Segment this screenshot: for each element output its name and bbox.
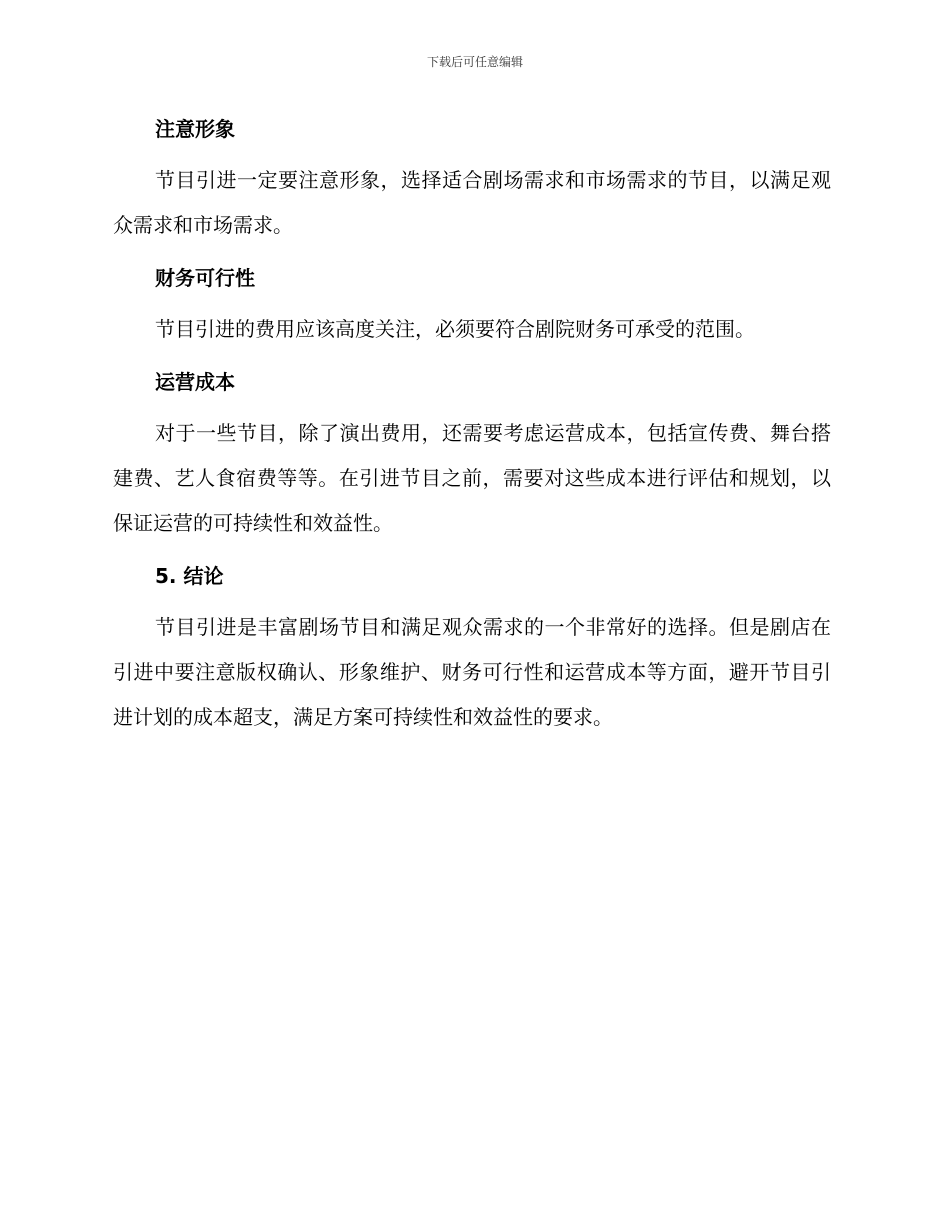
- page-header: 下载后可任意编辑: [426, 55, 523, 69]
- section-heading-conclusion: 5. 结论: [155, 564, 224, 588]
- section-paragraph-conclusion: 节目引进是丰富剧场节目和满足观众需求的一个非常好的选择。但是剧店在引进中要注意版权确认、形象维护、财务可行性和运营成本等方面，避开节目引进计划的成本超支，满足方案可持续性和效益性的要求。: [113, 615, 831, 729]
- document-body: [113, 114, 831, 740]
- section-paragraph-finance: 节目引进的费用应该高度关注，必须要符合剧院财务可承受的范围。: [155, 317, 755, 341]
- section-paragraph-operating-cost: 对于一些节目，除了演出费用，还需要考虑运营成本，包括宣传费、舞台搭建费、艺人食宿费等等。在引进节目之前，需要对这些成本进行评估和规划，以保证运营的可持续性和效益性。: [113, 421, 831, 535]
- section-heading-operating-cost: 运营成本: [155, 370, 235, 394]
- section-heading-image: 注意形象: [155, 117, 235, 141]
- section-paragraph-image: 节目引进一定要注意形象，选择适合剧场需求和市场需求的节目，以满足观众需求和市场需求。: [113, 168, 831, 237]
- section-heading-finance: 财务可行性: [155, 266, 255, 290]
